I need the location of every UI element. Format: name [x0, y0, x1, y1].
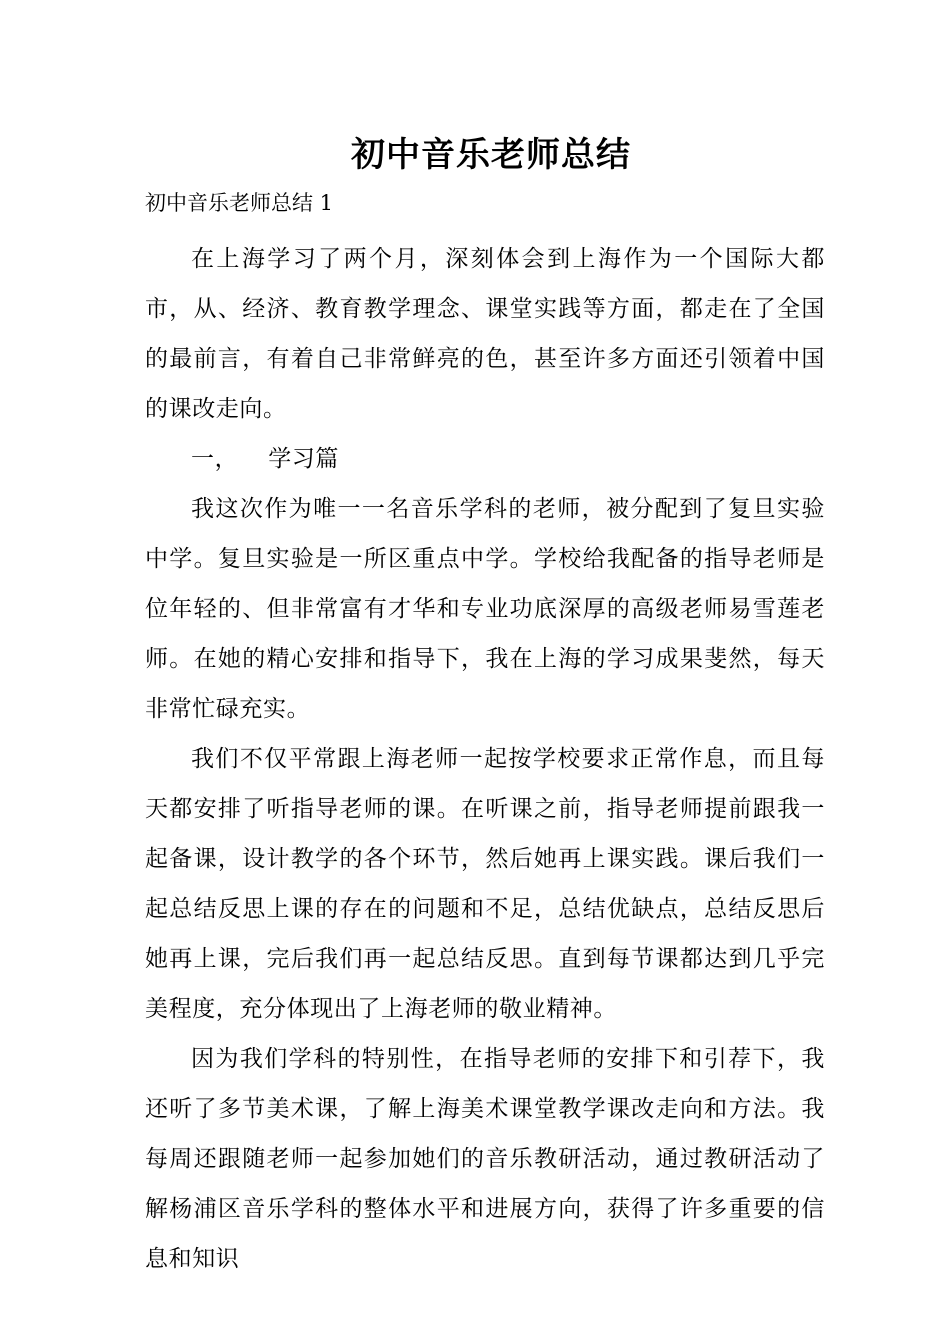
section-label: 学习篇 [268, 446, 340, 472]
document-subtitle: 初中音乐老师总结 1 [145, 191, 334, 215]
paragraph-assignment: 我这次作为唯一一名音乐学科的老师，被分配到了复旦实验中学。复旦实验是一所区重点中学。学校给我配备的指导老师是位年轻的、但非常富有才华和专业功底深厚的高级老师易雪莲老师。在她的精心安排和指导下，我在上海的学习成果斐然，每天非常忙碌充实。 [145, 496, 825, 722]
section-number: 一， [191, 446, 239, 472]
document-title: 初中音乐老师总结 [351, 135, 631, 175]
paragraph-activities: 因为我们学科的特别性，在指导老师的安排下和引荐下，我还听了多节美术课，了解上海美术课堂教学课改走向和方法。我每周还跟随老师一起参加她们的音乐教研活动，通过教研活动了解杨浦区音乐学科的整体水平和进展方向，获得了许多重要的信息和知识 [145, 1046, 825, 1272]
section-heading [145, 434, 825, 484]
document-body [145, 234, 825, 1284]
paragraph-routine: 我们不仅平常跟上海老师一起按学校要求正常作息，而且每天都安排了听指导老师的课。在听课之前，指导老师提前跟我一起备课，设计教学的各个环节，然后她再上课实践。课后我们一起总结反思上课的存在的问题和不足，总结优缺点，总结反思后她再上课，完后我们再一起总结反思。直到每节课都达到几乎完美程度，充分体现出了上海老师的敬业精神。 [145, 746, 825, 1022]
paragraph-intro: 在上海学习了两个月，深刻体会到上海作为一个国际大都市，从、经济、教育教学理念、课堂实践等方面，都走在了全国的最前言，有着自己非常鲜亮的色，甚至许多方面还引领着中国的课改走向。 [145, 246, 825, 422]
